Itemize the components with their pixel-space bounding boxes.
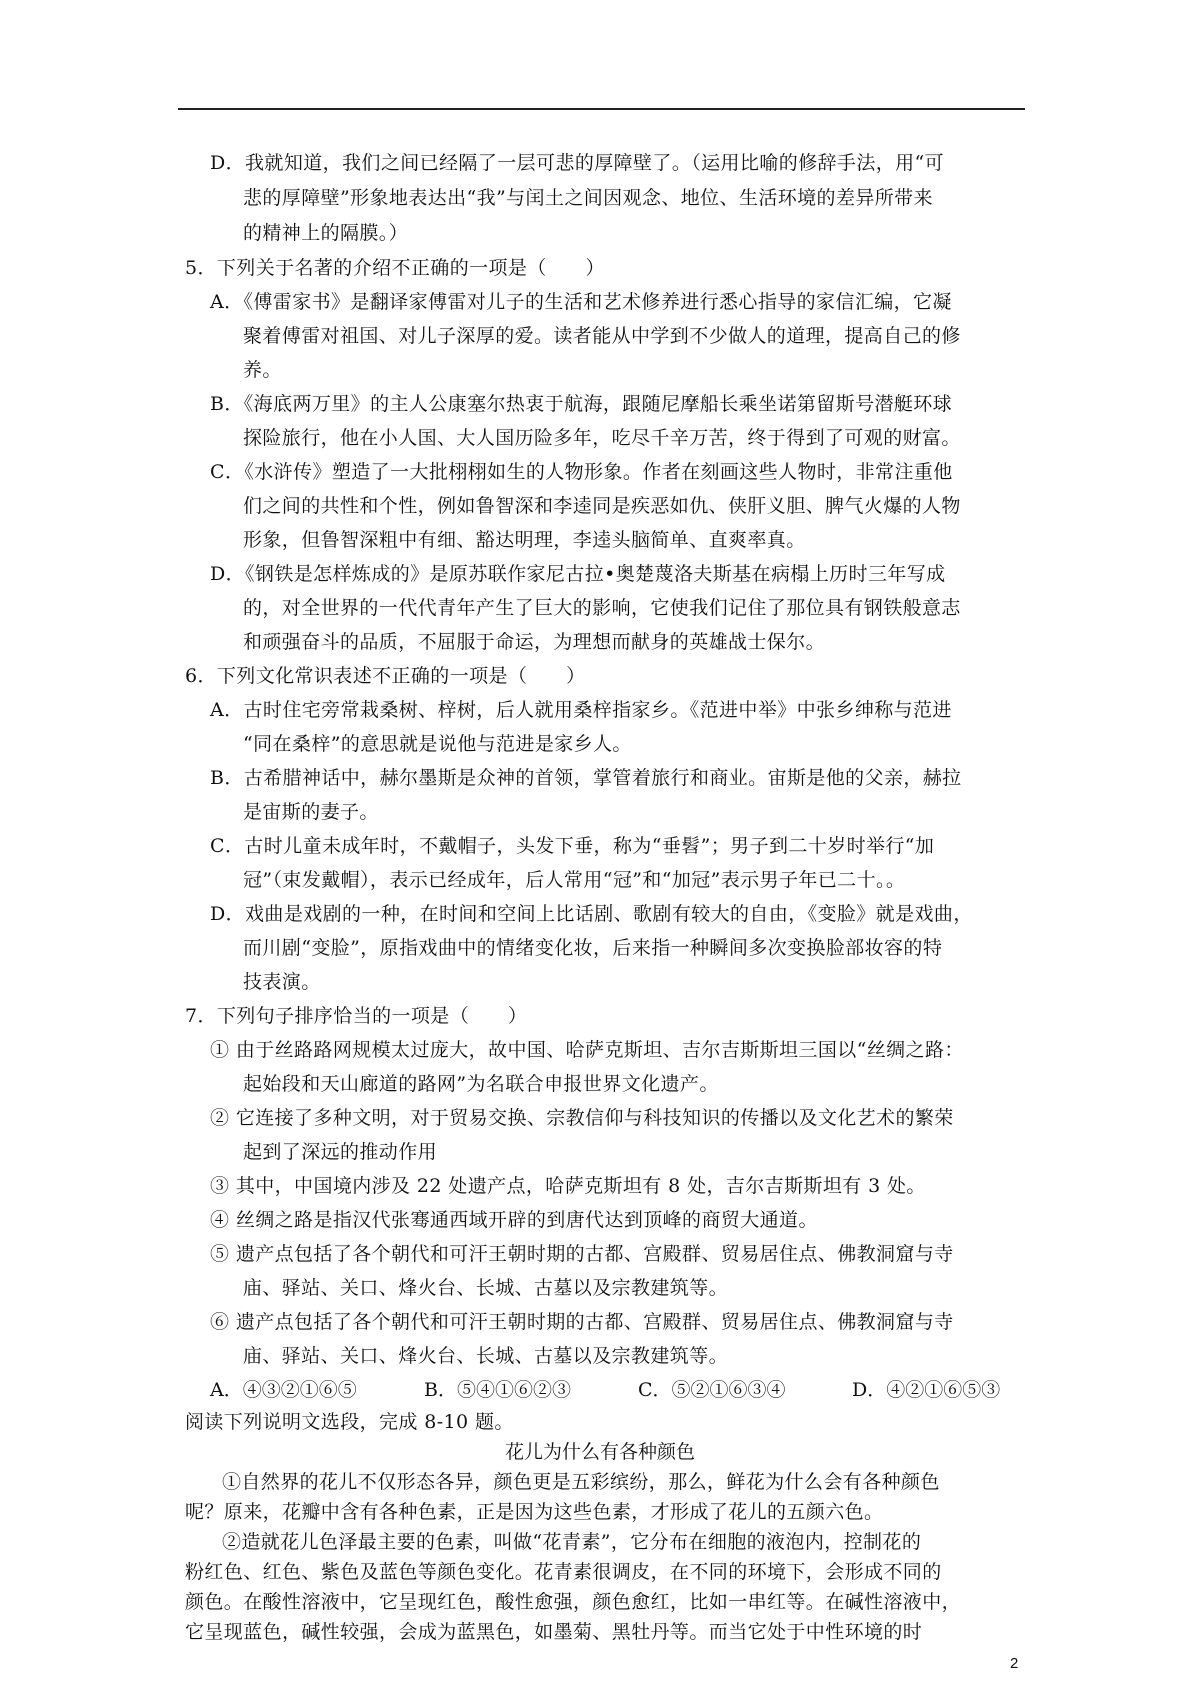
passage-p2-line-1: ②造就花儿色泽最主要的色素，叫做“花青素”，它分布在细胞的液泡内，控制花的 [222,1531,922,1553]
q5-option-c-line-3: 形象，但鲁智深粗中有细、豁达明理，李逵头脑简单、直爽率真。 [243,529,806,551]
q5-stem: 5．下列关于名著的介绍不正确的一项是（ ） [185,257,605,279]
q6-option-b-line-1: B．古希腊神话中，赫尔墨斯是众神的首领，掌管着旅行和商业。宙斯是他的父亲，赫拉 [210,767,962,789]
q6-option-b-line-2: 是宙斯的妻子。 [243,801,379,823]
q7-sentence-3: ③ 其中，中国境内涉及 22 处遗产点，哈萨克斯坦有 8 处，吉尔吉斯斯坦有 3 处。 [210,1175,926,1197]
passage-p2-line-2: 粉红色、红色、紫色及蓝色等颜色变化。花青素很调皮，在不同的环境下，会形成不同的 [185,1561,942,1583]
q6-option-d-line-2: 而川剧“变脸”，原指戏曲中的情绪变化妆，后来指一种瞬间多次变换脸部妆容的特 [243,937,943,959]
q6-option-d-line-3: 技表演。 [243,971,321,993]
q6-option-c-line-2: 冠”（束发戴帽），表示已经成年，后人常用“冠”和“加冠”表示男子年已二十。。 [243,869,906,891]
q4-option-d-line-2: 悲的厚障壁”形象地表达出“我”与闰土之间因观念、地位、生活环境的差异所带来 [243,187,933,209]
q7-sentence-1-line-2: 起始段和天山廊道的路网”为名联合申报世界文化遗产。 [243,1073,719,1095]
passage-p2-line-3: 颜色。在酸性溶液中，它呈现红色，酸性愈强，颜色愈红，比如一串红等。在碱性溶液中， [185,1591,962,1613]
q5-option-b-line-2: 探险旅行，他在小人国、大人国历险多年，吃尽千辛万苦，终于得到了可观的财富。 [243,427,961,449]
q5-option-b-line-1: B．《海底两万里》的主人公康塞尔热衷于航海，跟随尼摩船长乘坐诺第留斯号潜艇环球 [210,393,953,415]
q7-option-a: A．④③②①⑥⑤ [210,1379,357,1401]
q7-sentence-4: ④ 丝绸之路是指汉代张骞通西域开辟的到唐代达到顶峰的商贸大通道。 [210,1209,818,1231]
q7-sentence-5-line-2: 庙、驿站、关口、烽火台、长城、古墓以及宗教建筑等。 [243,1277,729,1299]
q7-sentence-6-line-2: 庙、驿站、关口、烽火台、长城、古墓以及宗教建筑等。 [243,1345,729,1367]
q5-option-d-line-3: 和顽强奋斗的品质，不屈服于命运，为理想而献身的英雄战士保尔。 [243,631,826,653]
header-rule [178,108,1025,110]
q5-option-d-line-1: D．《钢铁是怎样炼成的》是原苏联作家尼古拉•奥楚蔑洛夫斯基在病榻上历时三年写成 [210,563,946,585]
q5-option-a-line-2: 聚着傅雷对祖国、对儿子深厚的爱。读者能从中学到不少做人的道理，提高自己的修 [243,325,961,347]
q4-option-d-line-3: 的精神上的隔膜。） [243,222,409,244]
q5-option-a-line-3: 养。 [243,359,282,381]
page-number: 2 [1010,1655,1019,1672]
q5-option-d-line-2: 的，对全世界的一代代青年产生了巨大的影响，它使我们记住了那位具有钢铁般意志 [243,597,961,619]
q7-sentence-5-line-1: ⑤ 遗产点包括了各个朝代和可汗王朝时期的古都、宫殿群、贸易居住点、佛教洞窟与寺 [210,1243,954,1265]
q5-option-a-line-1: A．《傅雷家书》是翻译家傅雷对儿子的生活和艺术修养进行悉心指导的家信汇编，它凝 [210,291,952,313]
q5-option-c-line-2: 们之间的共性和个性，例如鲁智深和李逵同是疾恶如仇、侠肝义胆、脾气火爆的人物 [243,495,961,517]
q7-sentence-6-line-1: ⑥ 遗产点包括了各个朝代和可汗王朝时期的古都、宫殿群、贸易居住点、佛教洞窟与寺 [210,1311,954,1333]
q4-option-d-line-1: D．我就知道，我们之间已经隔了一层可悲的厚障壁了。（运用比喻的修辞手法，用“可 [210,152,945,174]
q7-stem: 7．下列句子排序恰当的一项是（ ） [185,1005,528,1027]
q7-option-c: C．⑤②①⑥③④ [638,1379,786,1401]
q7-options [210,1378,1000,1402]
reading-intro: 阅读下列说明文选段，完成 8-10 题。 [185,1411,514,1433]
q6-option-d-line-1: D．戏曲是戏剧的一种，在时间和空间上比话剧、歌剧有较大的自由，《变脸》就是戏曲， [210,903,973,925]
q6-option-c-line-1: C．古时儿童未成年时，不戴帽子，头发下垂，称为“垂髫”；男子到二十岁时举行“加 [210,835,935,857]
q7-sentence-2-line-2: 起到了深远的推动作用 [243,1141,438,1163]
passage-title: 花儿为什么有各种颜色 [504,1441,695,1463]
q7-option-d: D．④②①⑥⑤③ [852,1379,1001,1401]
passage-p1-line-2: 呢？原来，花瓣中含有各种色素，正是因为这些色素，才形成了花儿的五颜六色。 [185,1501,884,1523]
passage-p2-line-4: 它呈现蓝色，碱性较强，会成为蓝黑色，如墨菊、黑牡丹等。而当它处于中性环境的时 [185,1621,923,1643]
q6-option-a-line-2: “同在桑梓”的意思就是说他与范进是家乡人。 [243,733,632,755]
q5-option-c-line-1: C．《水浒传》塑造了一大批栩栩如生的人物形象。作者在刻画这些人物时，非常注重他 [210,461,953,483]
q7-sentence-2-line-1: ② 它连接了多种文明，对于贸易交换、宗教信仰与科技知识的传播以及文化艺术的繁荣 [210,1107,954,1129]
q6-stem: 6．下列文化常识表述不正确的一项是（ ） [185,665,586,687]
q7-option-b: B．⑤④①⑥②③ [424,1379,571,1401]
q7-sentence-1-line-1: ① 由于丝路路网规模太过庞大，故中国、哈萨克斯坦、吉尔吉斯斯坦三国以“丝绸之路： [210,1039,964,1061]
passage-p1-line-1: ①自然界的花儿不仅形态各异，颜色更是五彩缤纷，那么，鲜花为什么会有各种颜色 [222,1471,940,1493]
q6-option-a-line-1: A．古时住宅旁常栽桑树、梓树，后人就用桑梓指家乡。《范进中举》中张乡绅称与范进 [210,699,952,721]
